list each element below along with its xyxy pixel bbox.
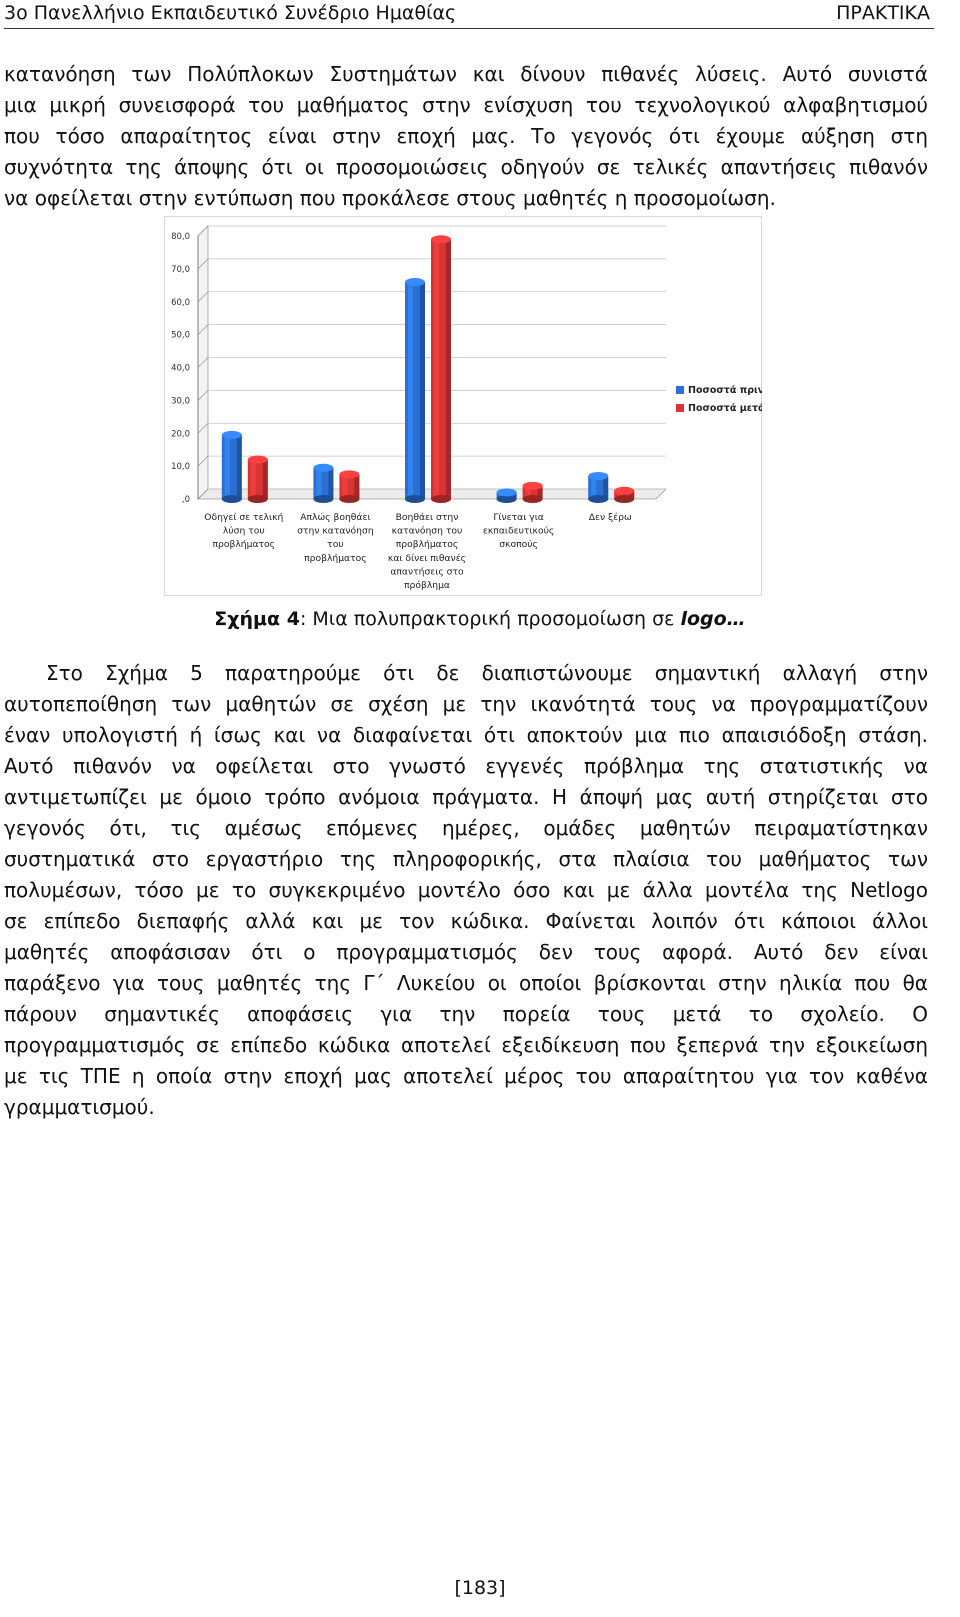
- paragraph-line: πολυμέσων, τόσο με το συγκεκριμένο μοντέλο όσο και με άλλα μοντέλα της Netlogo: [4, 878, 928, 902]
- bar-highlight: [316, 468, 321, 499]
- bar-shadow: [446, 239, 451, 499]
- paragraph-line: γραμματισμού.: [4, 1095, 155, 1119]
- paragraph-line: σε επίπεδο διεπαφής αλλά και με τον κώδικα. Φαίνεται λοιπόν ότι κάποιοι άλλοι: [4, 909, 928, 933]
- legend-label: Ποσοστά μετά: [688, 403, 762, 414]
- x-category-label: του: [327, 539, 344, 551]
- bar-top: [614, 487, 634, 495]
- caption-label: Σχήμα 4: [214, 608, 300, 630]
- x-category-label: απαντήσεις στο: [390, 566, 464, 578]
- bar-top: [497, 488, 517, 496]
- bar-top: [523, 482, 543, 490]
- bar-chart: [164, 216, 762, 596]
- bar-shadow: [263, 460, 268, 499]
- x-category-label: Οδηγεί σε τελική: [204, 512, 284, 523]
- legend-swatch: [676, 386, 684, 394]
- y-tick-label: 30,0: [171, 396, 190, 407]
- bar-top: [405, 278, 425, 286]
- section-label: ΠΡΑΚΤΙΚΑ: [836, 2, 930, 24]
- x-category-label: προβλήματος: [395, 539, 459, 551]
- bar-base: [614, 495, 634, 503]
- paragraph-line: Αυτό πιθανόν να οφείλεται στο γνωστό εγγενές πρόβλημα της στατιστικής να: [4, 754, 928, 778]
- bar-base: [339, 495, 359, 503]
- page-header: [4, 0, 934, 29]
- paragraph-line: μια μικρή συνεισφορά του μαθήματος στην ενίσχυση του τεχνολογικού αλφαβητισμού: [4, 93, 928, 117]
- figure-caption: [0, 608, 960, 630]
- paragraph-line: μαθητές αποφάσισαν ότι ο προγραμματισμός δεν τους αφορά. Αυτό δεν είναι: [4, 940, 928, 964]
- bar-chart-svg: [164, 216, 762, 596]
- x-category-label: λύση του: [222, 525, 265, 537]
- bar-top: [431, 235, 451, 243]
- paragraph-line: αυτοπεποίθηση των μαθητών σε σχέση με την ικανότητά τους να προγραμματίζουν: [4, 692, 928, 716]
- y-tick-label: 80,0: [171, 232, 190, 242]
- paragraph-line: που τόσο απαραίτητος είναι στην εποχή μας. Το γεγονός ότι έχουμε αύξηση στη: [4, 124, 928, 148]
- x-category-label: στην κατανόηση: [297, 525, 374, 537]
- paragraph-line: με τις ΤΠΕ η οποία στην εποχή μας αποτελεί μέρος του απαραίτητου για τον καθένα: [4, 1064, 928, 1088]
- bar-top: [248, 456, 268, 464]
- top-paragraph: [4, 59, 928, 214]
- y-tick-label: 10,0: [171, 462, 190, 473]
- x-category-label: προβλήματος: [212, 539, 276, 551]
- y-tick-label: ,0: [181, 495, 190, 505]
- bar-top: [313, 464, 333, 472]
- bar-highlight: [434, 239, 439, 499]
- bar-highlight: [408, 282, 413, 499]
- x-category-label: σκοπούς: [499, 539, 538, 551]
- paragraph-line: έναν υπολογιστή ή ίσως και να διαφαίνεται ότι αποκτούν μια πιο απαισιόδοξη στάση.: [4, 723, 928, 747]
- bar-shadow: [420, 282, 425, 499]
- x-category-label: πρόβλημα: [403, 580, 451, 591]
- x-category-label: κατανόηση του: [391, 525, 463, 537]
- bar-base: [313, 495, 333, 503]
- bar-top: [339, 470, 359, 478]
- paragraph-line: γεγονός ότι, τις αμέσως επόμενες ημέρες, ομάδες μαθητών πειραματίστηκαν: [4, 816, 928, 840]
- x-category-label: εκπαιδευτικούς: [482, 525, 555, 537]
- bar-shadow: [237, 435, 242, 499]
- paragraph-line: συστηματικά στο εργαστήριο της πληροφορικής, στα πλαίσια του μαθήματος των: [4, 847, 928, 871]
- paragraph-line: να οφείλεται στην εντύπωση που προκάλεσε στους μαθητές η προσομοίωση.: [4, 186, 776, 210]
- paragraph-line: προγραμματισμός σε επίπεδο κώδικα αποτελεί εξειδίκευση που ξεπερνά την εξοικείωση: [4, 1033, 928, 1057]
- bar-shadow: [603, 476, 608, 499]
- bar-base: [431, 495, 451, 503]
- legend-label: Ποσοστά πριν: [688, 385, 762, 396]
- y-tick-label: 70,0: [171, 264, 190, 275]
- caption-text: : Μια πολυπρακτορική προσομοίωση σε: [299, 608, 681, 630]
- caption-logo: logo…: [680, 608, 746, 630]
- y-tick-label: 20,0: [171, 429, 190, 440]
- paragraph-line: κατανόηση των Πολύπλοκων Συστημάτων και δίνουν πιθανές λύσεις. Αυτό συνιστά: [4, 62, 928, 86]
- y-tick-label: 50,0: [171, 330, 190, 341]
- bar-base: [222, 495, 242, 503]
- conference-title: 3ο Πανελλήνιο Εκπαιδευτικό Συνέδριο Ημαθίας: [4, 2, 457, 24]
- bar-top: [588, 472, 608, 480]
- bar-base: [248, 495, 268, 503]
- y-tick-label: 40,0: [171, 363, 190, 374]
- page-number: [183]: [454, 1577, 506, 1599]
- bar-highlight: [251, 460, 256, 499]
- bar-highlight: [225, 435, 230, 499]
- bar-base: [588, 495, 608, 503]
- paragraph-line: πάρουν σημαντικές αποφάσεις για την πορεία τους μετά το σχολείο. Ο: [4, 1002, 928, 1026]
- paragraph-line: αντιμετωπίζει με όμοιο τρόπο ανόμοια πράγματα. Η άποψή μας αυτή στηρίζεται στο: [4, 785, 928, 809]
- paragraph-line: Στο Σχήμα 5 παρατηρούμε ότι δε διαπιστώνουμε σημαντική αλλαγή στην: [46, 661, 928, 685]
- bar-top: [222, 431, 242, 439]
- x-category-label: Βοηθάει στην: [395, 512, 459, 523]
- x-category-label: Απλώς βοηθάει: [300, 512, 371, 523]
- body-paragraph: [4, 658, 928, 1123]
- x-category-label: Δεν ξέρω: [588, 512, 632, 523]
- paragraph-line: συχνότητα της άποψης ότι οι προσομοιώσεις οδηγούν σε τελικές απαντήσεις πιθανόν: [4, 155, 928, 179]
- x-category-label: προβλήματος: [304, 552, 367, 564]
- x-category-label: και δίνει πιθανές: [387, 552, 467, 564]
- y-tick-label: 60,0: [171, 297, 190, 308]
- bar-shadow: [328, 468, 333, 499]
- paragraph-line: παράξενο για τους μαθητές της Γ΄ Λυκείου οι οποίοι βρίσκονται στην ηλικία που θα: [4, 971, 928, 995]
- bar-base: [405, 495, 425, 503]
- legend-swatch: [676, 404, 684, 412]
- bar-base: [523, 495, 543, 503]
- x-category-label: Γίνεται για: [493, 512, 544, 523]
- bar-shadow: [354, 474, 359, 499]
